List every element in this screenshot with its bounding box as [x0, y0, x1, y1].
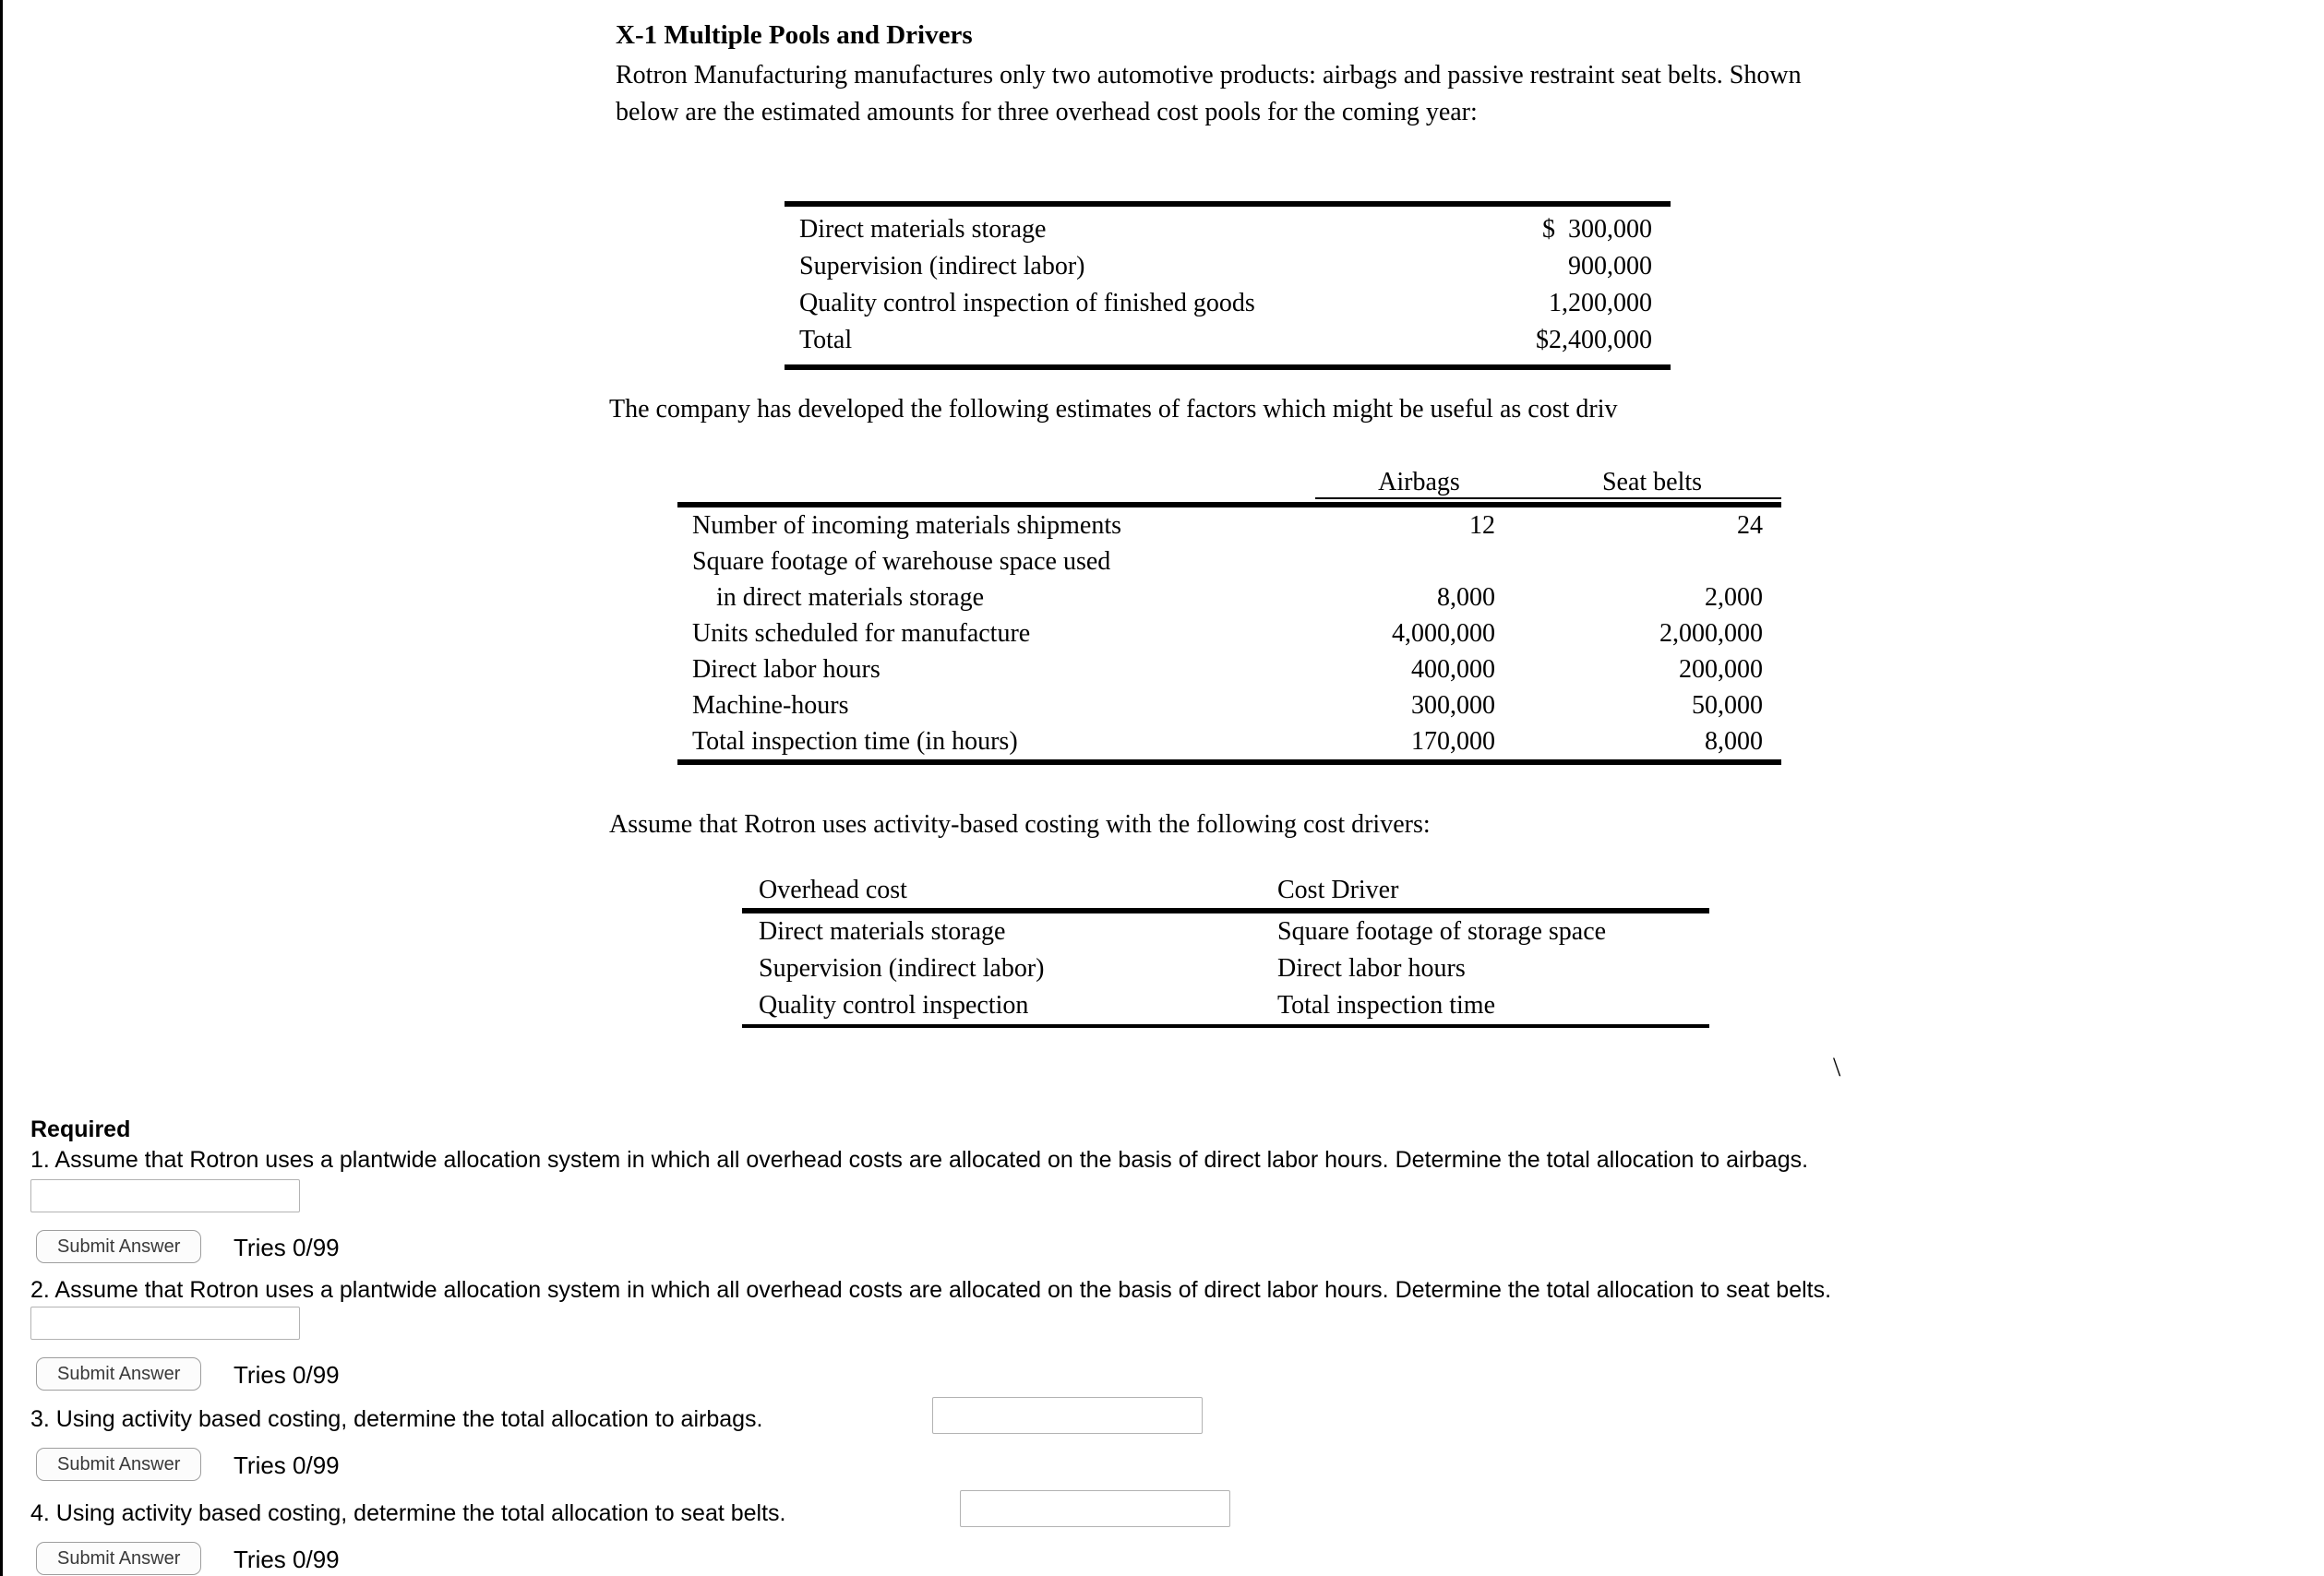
problem-title: X-1 Multiple Pools and Drivers	[616, 20, 973, 50]
column-header-seat-belts: Seat belts	[1523, 466, 1781, 499]
cost-driver-cell: Square footage of storage space	[1277, 917, 1607, 946]
question-4-tries-counter: Tries 0/99	[234, 1546, 340, 1573]
question-1-answer-input[interactable]	[30, 1179, 300, 1212]
question-1-tries-counter: Tries 0/99	[234, 1234, 340, 1261]
question-3-submit-button[interactable]: Submit Answer	[36, 1448, 201, 1481]
question-1-text: 1. Assume that Rotron uses a plantwide allocation system in which all overhead costs are allocated on the basis of direct labor hours. Determine the total allocation to airbags.	[30, 1147, 1809, 1173]
factor-airbags-value	[1288, 543, 1504, 579]
cost-driver-cell: Direct labor hours	[1277, 954, 1466, 983]
factors-table	[677, 466, 1781, 765]
factor-seat-belts-value: 24	[1737, 511, 1763, 540]
factor-seat-belts-value: 2,000,000	[1659, 619, 1763, 648]
factor-seat-belts-value: 50,000	[1692, 691, 1763, 720]
question-2-submit-button[interactable]: Submit Answer	[36, 1357, 201, 1391]
overhead-row-label: Quality control inspection of finished goods	[799, 289, 1255, 317]
table-row	[677, 615, 1781, 651]
factor-airbags-value: 4,000,000	[1392, 619, 1495, 648]
table-row	[785, 322, 1671, 359]
question-2-answer-input[interactable]	[30, 1307, 300, 1340]
table-row	[742, 987, 1709, 1024]
overhead-row-value: 1,200,000	[1549, 289, 1652, 317]
question-4-text: 4. Using activity based costing, determine the total allocation to seat belts.	[30, 1500, 786, 1526]
factor-label: Direct labor hours	[692, 655, 880, 684]
cost-driver-cell: Total inspection time	[1277, 991, 1495, 1020]
factor-label: Machine-hours	[692, 691, 849, 720]
table-row	[677, 723, 1781, 759]
table-row	[785, 248, 1671, 285]
page-left-border	[0, 0, 3, 1576]
overhead-row-value: 900,000	[1568, 252, 1652, 281]
question-3-answer-input[interactable]	[932, 1397, 1203, 1434]
question-3-text: 3. Using activity based costing, determine the total allocation to airbags.	[30, 1406, 763, 1432]
overhead-cost-table	[785, 201, 1671, 370]
table-row	[785, 285, 1671, 322]
question-4-answer-input[interactable]	[960, 1490, 1230, 1527]
factor-label: in direct materials storage	[716, 583, 984, 612]
abc-intro: Assume that Rotron uses activity-based costing with the following cost drivers:	[609, 810, 1431, 839]
overhead-row-label: Total	[799, 326, 853, 354]
factor-airbags-value: 8,000	[1437, 583, 1495, 612]
factor-label: Units scheduled for manufacture	[692, 619, 1031, 648]
table-row	[742, 913, 1709, 950]
overhead-cost-cell: Direct materials storage	[759, 917, 1006, 946]
column-header-overhead-cost: Overhead cost	[759, 876, 907, 904]
question-2-tries-counter: Tries 0/99	[234, 1361, 340, 1389]
factor-seat-belts-value	[1504, 543, 1781, 579]
question-2-text: 2. Assume that Rotron uses a plantwide allocation system in which all overhead costs are allocated on the basis of direct labor hours. Determine the total allocation to seat belts.	[30, 1277, 1832, 1303]
factor-label: Total inspection time (in hours)	[692, 727, 1018, 756]
table-row	[677, 579, 1781, 615]
factors-intro: The company has developed the following estimates of factors which might be useful as cost driv	[609, 395, 1618, 424]
table-row	[785, 211, 1671, 248]
factor-airbags-value: 170,000	[1411, 727, 1495, 756]
factor-label: Number of incoming materials shipments	[692, 511, 1122, 540]
table-rule	[742, 1024, 1709, 1028]
column-header-airbags: Airbags	[1315, 466, 1523, 499]
factor-seat-belts-value: 8,000	[1705, 727, 1763, 756]
problem-intro: Rotron Manufacturing manufactures only two automotive products: airbags and passive restraint seat belts. Shown below are the estimated amounts for three overhead cost pools for the coming year:	[616, 61, 1802, 126]
table-row	[677, 651, 1781, 687]
question-1-submit-button[interactable]: Submit Answer	[36, 1230, 201, 1263]
overhead-row-value: $ 300,000	[1542, 215, 1652, 244]
table-row	[742, 950, 1709, 987]
cost-driver-table	[742, 873, 1709, 1028]
factor-airbags-value: 400,000	[1411, 655, 1495, 684]
factor-label: Square footage of warehouse space used	[692, 547, 1111, 576]
header-spacer	[677, 466, 1315, 499]
overhead-row-value: $2,400,000	[1536, 326, 1652, 354]
table-rule	[677, 759, 1781, 765]
column-header-cost-driver: Cost Driver	[1277, 876, 1399, 904]
required-heading: Required	[30, 1116, 131, 1142]
factors-table-header	[677, 466, 1781, 499]
stray-backslash: \	[1833, 1052, 1841, 1082]
factor-airbags-value: 300,000	[1411, 691, 1495, 720]
question-4-submit-button[interactable]: Submit Answer	[36, 1542, 201, 1575]
factor-seat-belts-value: 200,000	[1679, 655, 1763, 684]
overhead-row-label: Direct materials storage	[799, 215, 1047, 244]
overhead-cost-cell: Quality control inspection	[759, 991, 1029, 1020]
cost-driver-table-header	[742, 873, 1709, 908]
overhead-cost-cell: Supervision (indirect labor)	[759, 954, 1045, 983]
table-row	[677, 543, 1781, 579]
factor-seat-belts-value: 2,000	[1705, 583, 1763, 612]
table-row	[677, 507, 1781, 543]
overhead-row-label: Supervision (indirect labor)	[799, 252, 1085, 281]
factor-airbags-value: 12	[1469, 511, 1495, 540]
question-3-tries-counter: Tries 0/99	[234, 1451, 340, 1479]
table-row	[677, 687, 1781, 723]
